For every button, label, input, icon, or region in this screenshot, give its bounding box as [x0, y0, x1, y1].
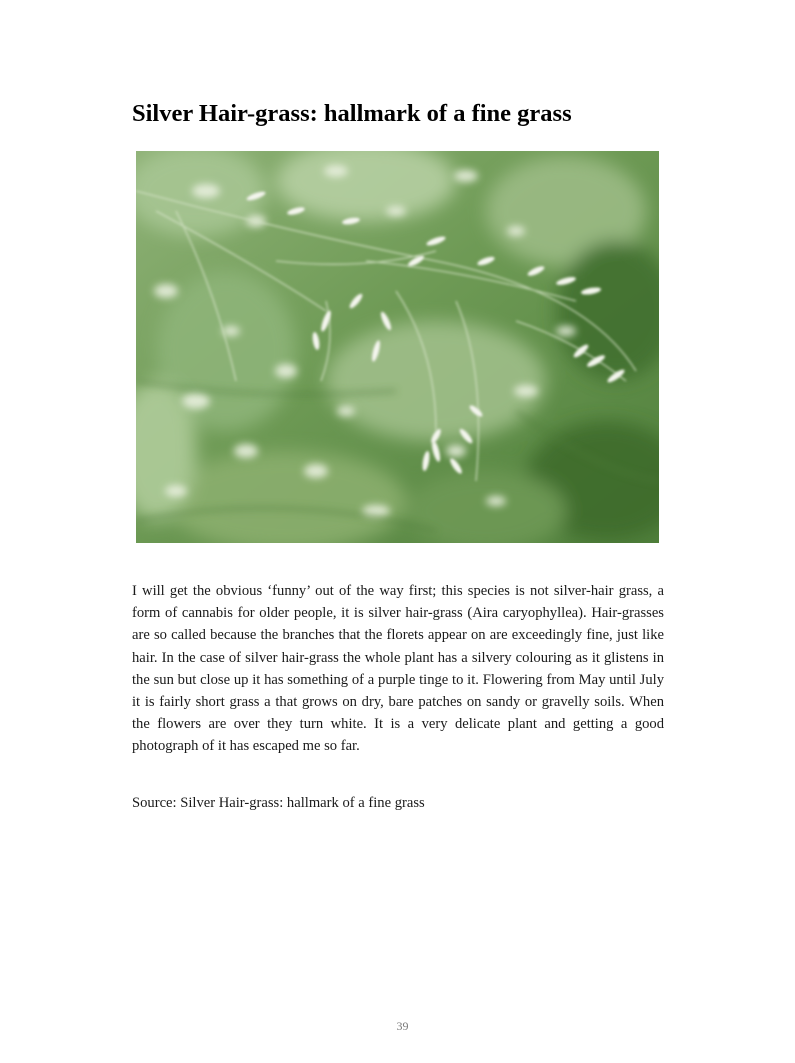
grass-photo-image [136, 151, 659, 543]
source-line: Source: Silver Hair-grass: hallmark of a fine grass [132, 795, 425, 811]
page-number: 39 [396, 1019, 409, 1033]
body-paragraph: I will get the obvious ‘funny’ out of the way first; this species is not silver-hair grass, a form of cannabis for older people, it is silver hair-grass (Aira caryophyllea). Hair-grasses are so called because the branches that the florets appear on are exceedingly fine, just like hair. In the case of silver hair-grass the whole plant has a silvery colouring as it glistens in the sun but close up it has something of a purple tinge to it. Flowering from May until July it is fairly short grass a that grows on dry, bare patches on sandy or gravelly soils. When the flowers are over they turn white. It is a very delicate plant and getting a good photograph of it has escaped me so far. [132, 583, 664, 755]
grass-photo [136, 151, 659, 543]
page-title: Silver Hair-grass: hallmark of a fine grass [132, 100, 572, 127]
